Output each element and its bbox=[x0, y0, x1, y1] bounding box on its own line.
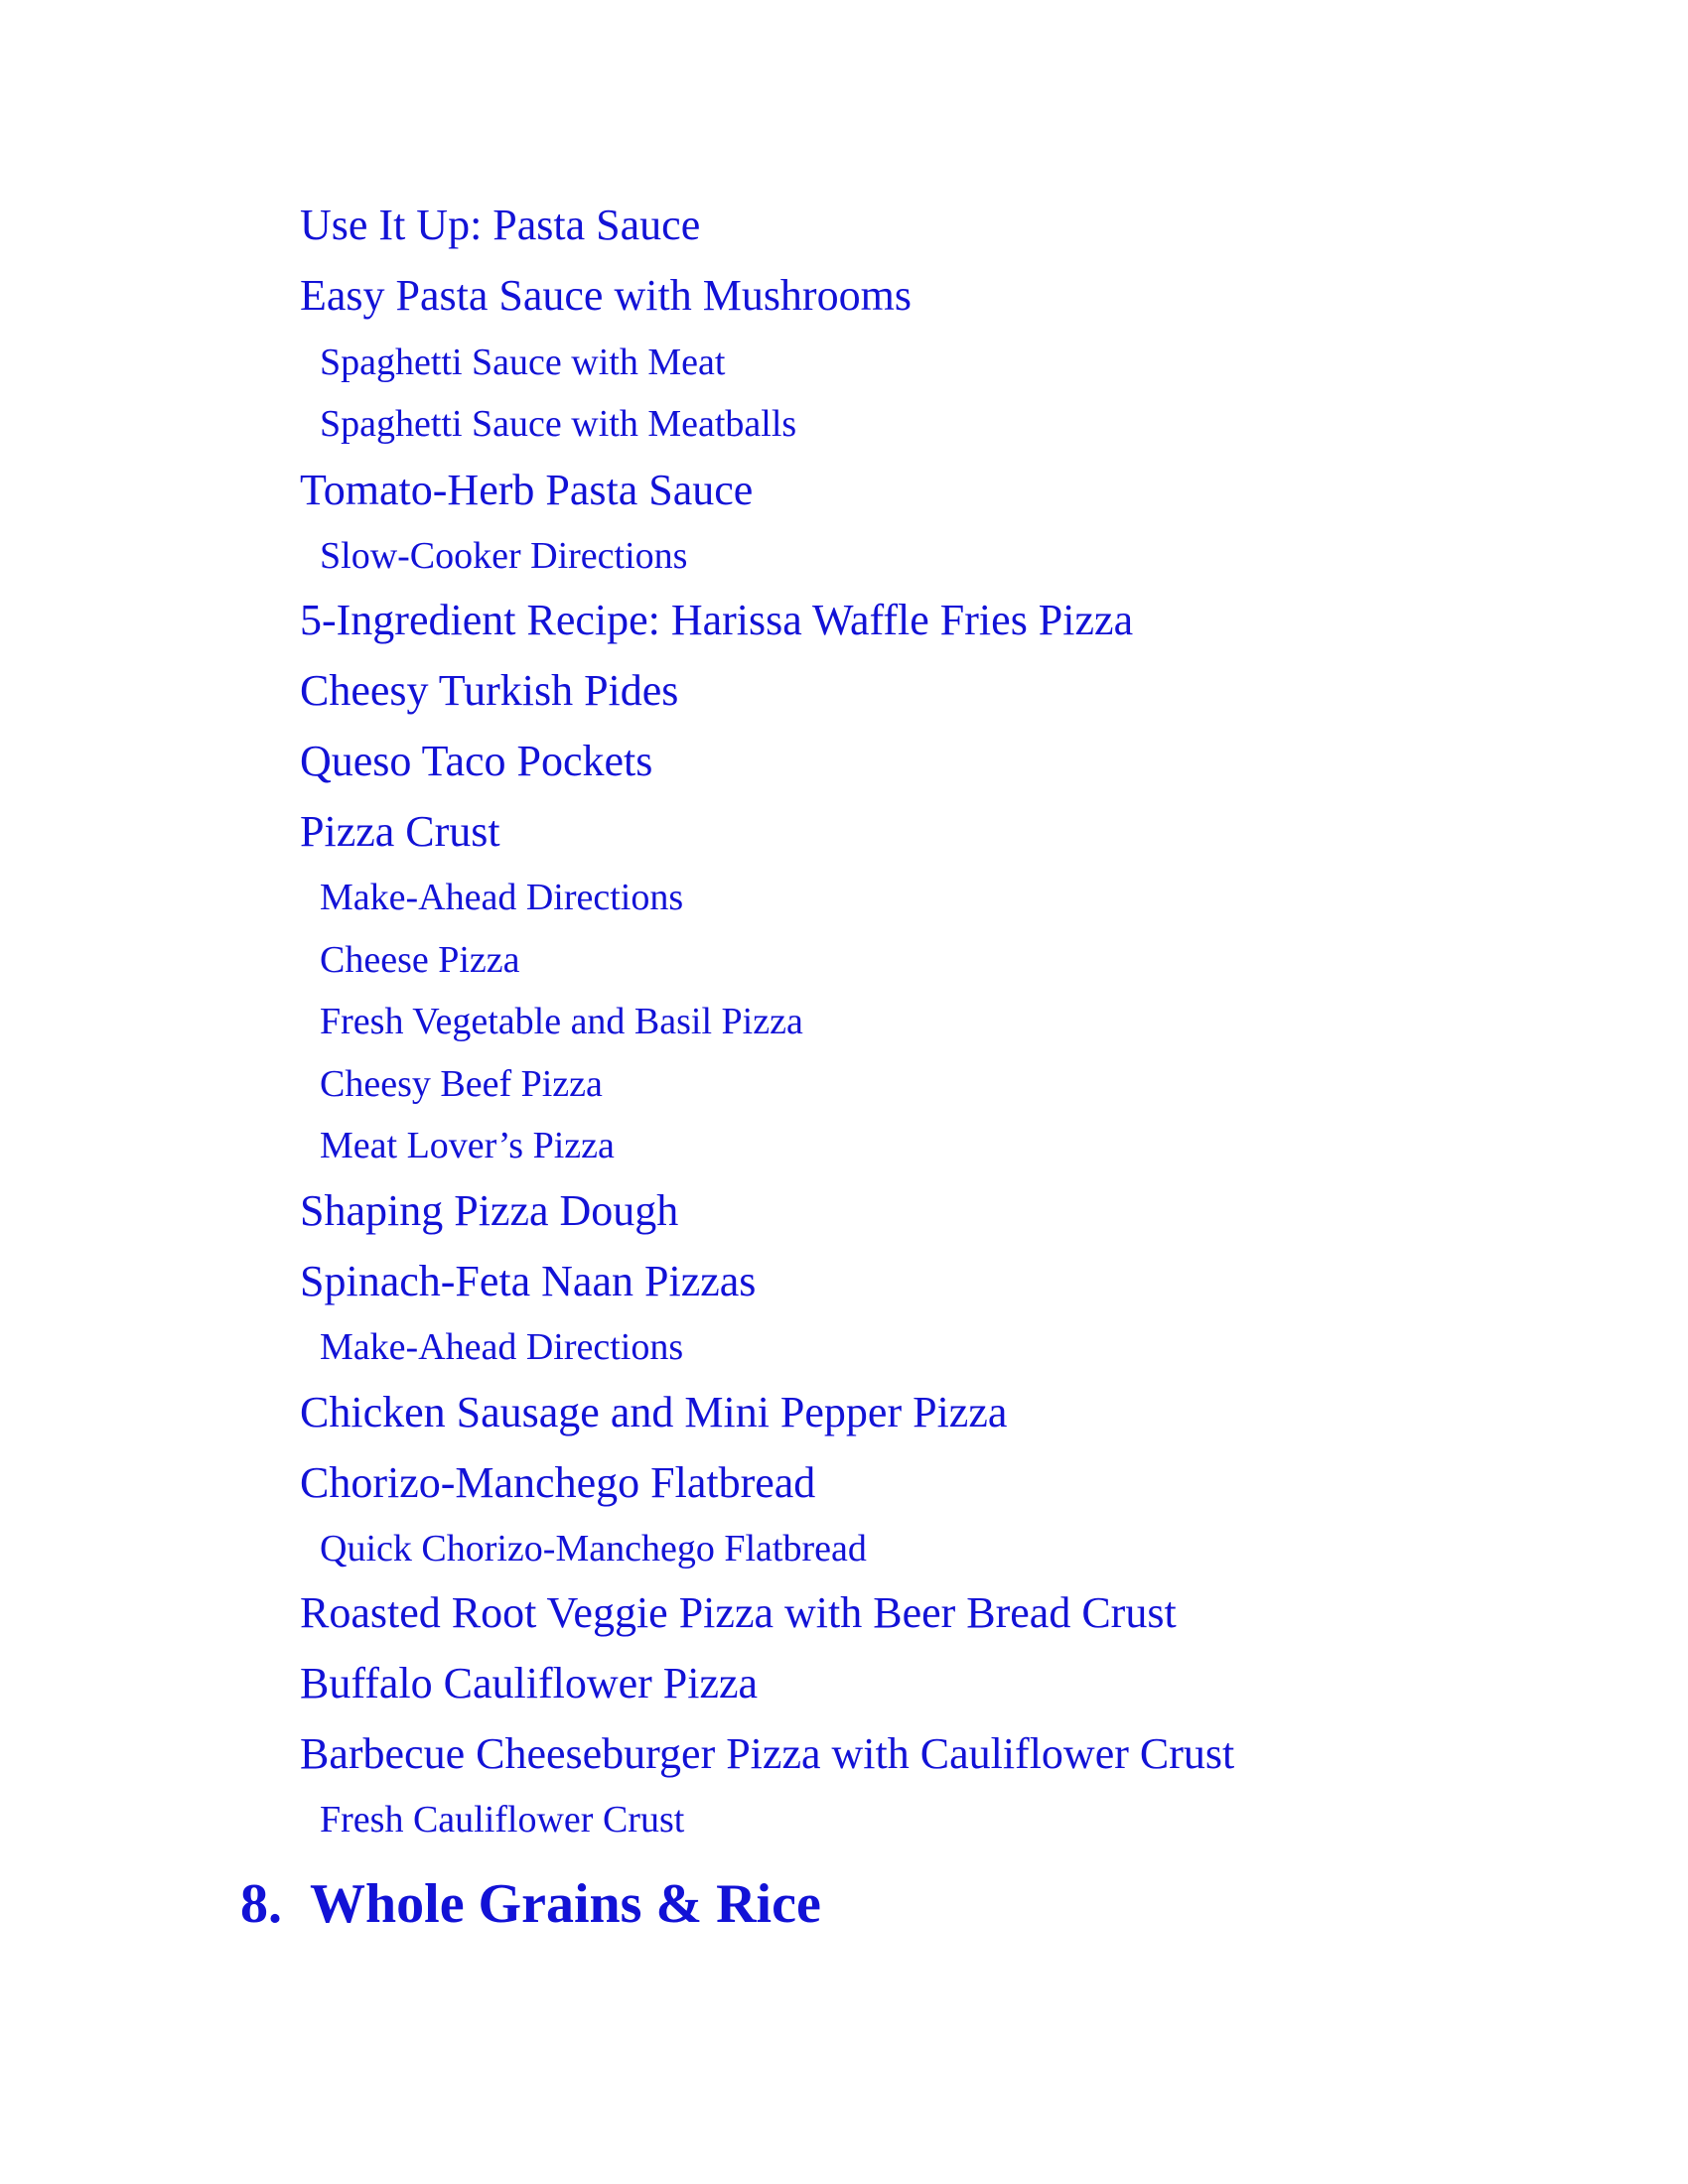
toc-sublink[interactable]: Cheese Pizza bbox=[320, 939, 520, 981]
toc-link[interactable]: Easy Pasta Sauce with Mushrooms bbox=[300, 271, 912, 320]
toc-sublink[interactable]: Cheesy Beef Pizza bbox=[320, 1063, 603, 1105]
toc-link[interactable]: Tomato-Herb Pasta Sauce bbox=[300, 466, 754, 514]
toc-link[interactable]: Shaping Pizza Dough bbox=[300, 1186, 679, 1235]
chapter-number: 8. bbox=[240, 1873, 282, 1935]
toc-link[interactable]: Roasted Root Veggie Pizza with Beer Bread Crust bbox=[300, 1588, 1177, 1637]
toc-link[interactable]: Queso Taco Pockets bbox=[300, 737, 653, 785]
toc-link[interactable]: Spinach-Feta Naan Pizzas bbox=[300, 1257, 757, 1305]
toc-sublink[interactable]: Fresh Cauliflower Crust bbox=[320, 1799, 685, 1841]
toc-sublink[interactable]: Spaghetti Sauce with Meat bbox=[320, 341, 726, 383]
chapter-title: Whole Grains & Rice bbox=[310, 1873, 821, 1935]
toc-sublink[interactable]: Make-Ahead Directions bbox=[320, 1326, 684, 1368]
toc-sublink[interactable]: Fresh Vegetable and Basil Pizza bbox=[320, 1001, 803, 1042]
toc-link[interactable]: Pizza Crust bbox=[300, 807, 500, 856]
toc-sublink[interactable]: Quick Chorizo-Manchego Flatbread bbox=[320, 1528, 867, 1570]
toc-sublink[interactable]: Make-Ahead Directions bbox=[320, 877, 684, 918]
toc-sublink[interactable]: Slow-Cooker Directions bbox=[320, 535, 688, 577]
toc-link[interactable]: Chicken Sausage and Mini Pepper Pizza bbox=[300, 1388, 1008, 1436]
toc-link[interactable]: Cheesy Turkish Pides bbox=[300, 666, 679, 715]
toc-sublink[interactable]: Spaghetti Sauce with Meatballs bbox=[320, 403, 797, 445]
toc-link[interactable]: Use It Up: Pasta Sauce bbox=[300, 201, 701, 249]
toc-sublink[interactable]: Meat Lover’s Pizza bbox=[320, 1125, 615, 1166]
toc-link[interactable]: Chorizo-Manchego Flatbread bbox=[300, 1458, 816, 1507]
toc-link[interactable]: Barbecue Cheeseburger Pizza with Cauliflower Crust bbox=[300, 1729, 1235, 1778]
toc-link[interactable]: 5-Ingredient Recipe: Harissa Waffle Fries Pizza bbox=[300, 596, 1134, 644]
chapter-heading-link[interactable] bbox=[240, 1873, 821, 1935]
toc-link[interactable]: Buffalo Cauliflower Pizza bbox=[300, 1659, 759, 1707]
